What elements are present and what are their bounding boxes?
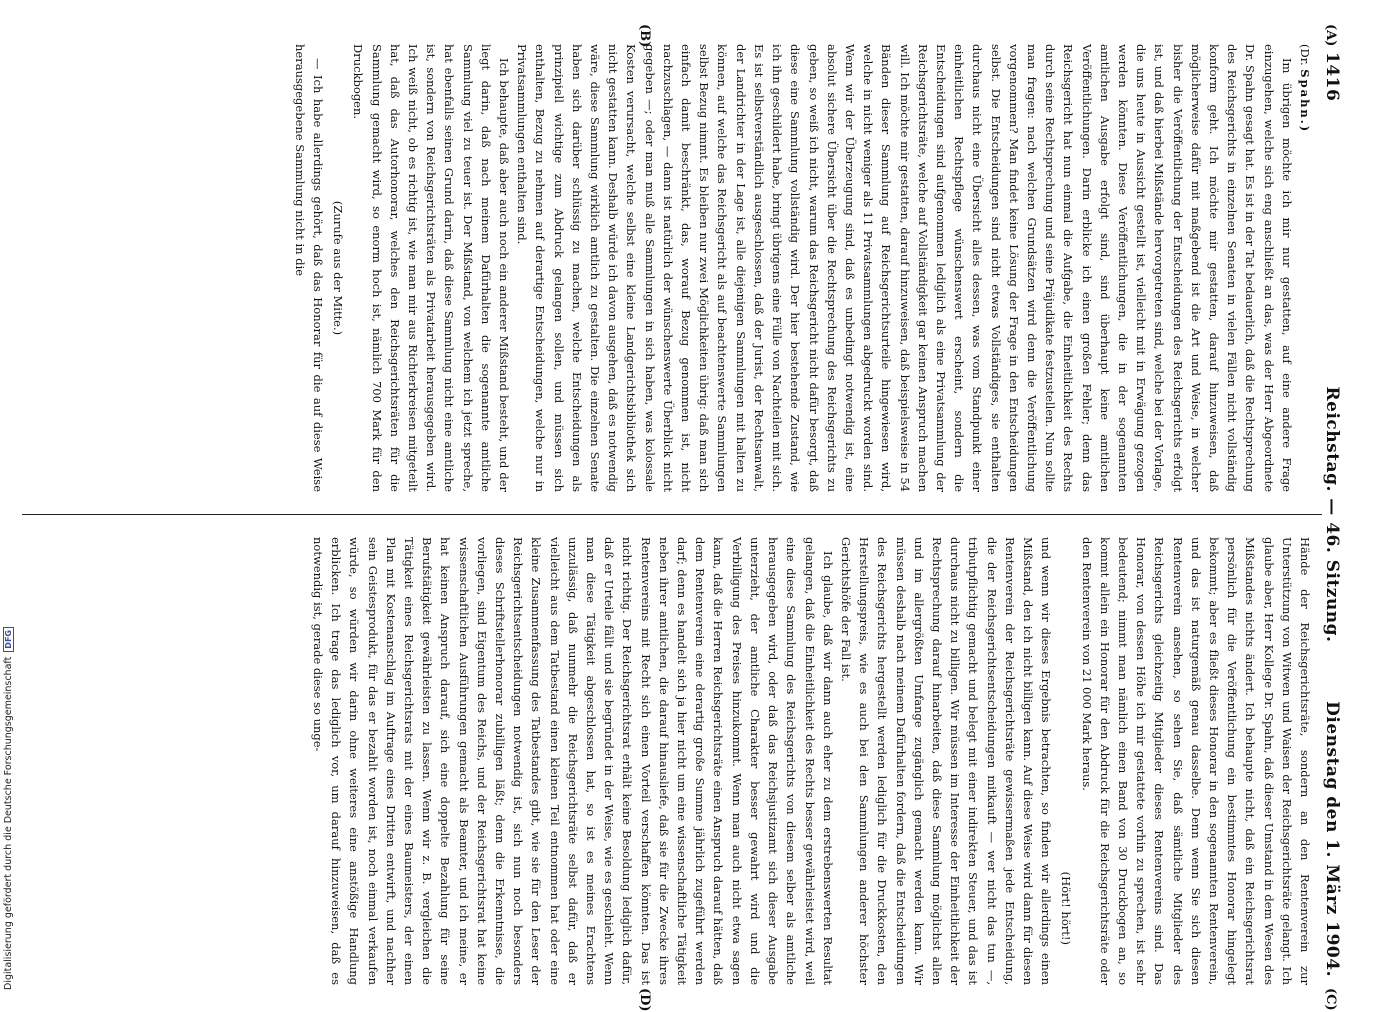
margin-mark-b: (B) [637, 24, 652, 48]
credit-text: Digitalisierung gefördert durch die Deutsche Forschungsgemeinschaft [3, 656, 14, 990]
speaker-prefix: (Dr. [1298, 44, 1312, 66]
paragraph: Ich glaube, daß wir dann auch eher zu dem erstrebenswerten Resultat gelangen, daß die Einheitlichkeit des Rechts besser gewährleistet wird, weil eine diese Sammlung des Reichsgerichts von diesem selber als amtliche herausgegeben wird, oder daß das Reichsjustizamt sich dieser Ausgabe unterzieht, der amtliche Charakter besser gewahrt wird und die Verbilligung des Preises hinzukommt. Wenn man auch nicht etwa sagen kann, daß die Herren Reichsgerichtsräte einen Anspruch darauf hätten, daß dem Rentenverein eine derartig große Summe jährlich zugeführt werden darf; denn es handelt sich ja hier nicht um eine wissenschaftliche Tätigkeit neben ihrer amtlichen, die darauf hinausliefe, daß sie für die Zwecke ihres Rentenvereins mit Recht sich einen Vorteil verschaffen könnten. Das ist nicht richtig. Der Reichsgerichtsrat erhält keine Besoldung lediglich dafür, daß er Urteile fällt und sie begründet in der Weise, wie es geschieht. Wenn man diese Tätigkeit abgeschlossen hat, so ist es meines Erachtens unzulässig, daß nunmehr die Reichsgerichtsräte selbst dafür, daß er vielleicht aus dem Tatbestand einen kleinen Teil entnommen hat oder eine kleine Zusammenfassung des Tatbestandes gibt, wie sie für den Leser der Reichsgerichtsentscheidungen notwendig ist, sich nun noch besonders dieses Schriftstellerhonorar zubilligen läßt; denn die Erkenntnisse, die vorliegen, sind Eigentum des Reichs, und der Reichsgerichtsrat hat keine wissenschaftlichen Ausführungen gemacht als Beamter, und ich meine, er hat keinen Anspruch darauf, sich eine doppelte Bezahlung für seine Berufstätigkeit gewährleisten zu lassen. Wenn wir z. B. vergleichen die Tätigkeit eines Reichsgerichtsrats mit der eines Baumeisters, der einen Plan mit Kostenanschlag im Auftrage eines Dritten entwirft, und nachher sein Geistesprodukt, für das er bezahlt worden ist, noch einmal verkaufen würde, so würden wir darin ohne weiteres eine anstößige Handlung erblicken. Ich trage das lediglich vor, um darauf hinzuweisen, daß es notwendig ist, gerade diese so unge- [311, 537, 835, 985]
header-date: Dienstag den 1. März 1904. [1322, 701, 1342, 977]
left-column [24, 44, 1314, 492]
speaker-label [1296, 44, 1314, 492]
paragraph: Hände der Reichsgerichtsräte, sondern an den Rentenverein zur Unterstützung von Witwen und Waisen der Reichsgerichtsräte gelangt. Ich glaube aber, Herr Kollege Dr. Spahn, daß dieser Umstand in dem Wesen des Mißstandes nichts ändert. Ich behaupte nicht, daß ein Reichsgerichtsrat persönlich für die Veröffentlichung ein bestimmtes Honorar hingelegt bekommt; aber es fließt dieses Honorar in den sogenannten Rentenverein, und das ist naturgemäß genau dasselbe. Denn wenn Sie sich diesen Rentenverein ansehen, so sehen Sie, daß sämtliche Mitglieder des Reichsgerichts gleichzeitig Mitglieder dieses Rentenvereins sind. Das Honorar, von dessen Höhe ich mir gestattete vorhin zu sprechen, ist sehr bedeutend; nimmt man nämlich einen Band von 30 Druckbogen an, so kommt allein ein Honorar für den Abdruck für die Reichsgerichtsräte oder den Rentenverein von 21 000 Mark heraus. [1079, 537, 1312, 985]
column-divider [22, 514, 1322, 515]
digitization-credit [3, 630, 17, 991]
paragraph: und wenn wir dieses Ergebnis betrachten, so finden wir allerdings einen Mißstand, den ich nicht billigen kann. Auf diese Weise wird dann für diesen Rentenverein der Reichsgerichtsräte gewissermaßen jede Entscheidung, die der Reichsgerichtsentscheidungen mitkauft — wer nicht das tun —, tributpflichtig gemacht und belegt mit einer indirekten Steuer, und das ist durchaus nicht zu billigen. Wir müssen im Interesse der Einheitlichkeit der Rechtsprechung darauf hinarbeiten, daß diese Sammlung möglichst allen und im allergrößten Umfange zugänglich gemacht werden kann. Wir müssen deshalb nach meinem Dafürhalten fordern, daß die Entscheidungen des Reichsgerichts hergestellt werden lediglich für die Druckkosten, den Herstellungspreis, wie es auch bei den Sammlungen anderer höchster Gerichtshöfe der Fall ist. [838, 537, 1054, 985]
dfg-logo: DFG [3, 627, 14, 652]
speaker-name: Spahn.) [1298, 69, 1312, 134]
paragraph: Im übrigen möchte ich mir nur gestatten, auf eine andere Frage einzugehen, welche sich eng anschließt an das, was der Herr Abgeordnete Dr. Spahn gesagt hat. Es ist in der Tat bedauerlich, daß die Rechtsprechung des Reichsgerichts in einzelnen Senaten in vielen Fällen nicht vollständig konform geht. Ich möchte mir gestatten, darauf hinzuweisen, daß möglicherweise dafür mit maßgebend ist die Art und Weise, in welcher bisher die Veröffentlichung der Entscheidungen des Reichsgerichts erfolgt ist, und daß hierbei Mißstände hervorgetreten sind, welche bei der Vorlage, die uns heute in Aussicht gestellt ist, vielleicht mit in Erwägung gezogen werden könnten. Diese Veröffentlichungen, die in der sogenannten amtlichen Ausgabe erfolgt sind, sind überhaupt keine amtlichen Veröffentlichungen. Darin erblicke ich einen großen Fehler; denn das Reichsgericht hat nun einmal die Aufgabe, die Einheitlichkeit des Rechts durch seine Rechtsprechung und seine Präjudikate festzustellen. Nun sollte man fragen: nach welchen Grundsätzen wird denn die Veröffentlichung vorgenommen? Man findet keine Lösung der Frage in den Entscheidungen selbst. Die Entscheidungen sind nicht etwas Vollständiges, sie enthalten durchaus nicht eine Übersicht alles dessen, was vom Standpunkt einer einheitlichen Rechtspflege wünschenswert erscheint, sondern die Entscheidungen sind aufgenommen lediglich als eine Privatsammlung der Reichsgerichtsräte, welche auf Vollständigkeit gar keinen Anspruch machen will. Ich möchte mir gestatten, darauf hinzuweisen, daß beispielsweise in 54 Bänden dieser Sammlung auf Reichsgerichtsurteile hingewiesen wird, welche in nicht weniger als 11 Privatsammlungen abgedruckt worden sind. Wenn wir der Überzeugung sind, daß es unbedingt notwendig ist, eine absolut sichere Übersicht über die Rechtsprechung des Reichsgerichts zu geben, so weiß ich nicht, warum das Reichsgericht nicht dafür besorgt, daß diese eine Sammlung vollständig wird. Der hier bestehende Zustand, wie ich ihn geschildert habe, bringt übrigens eine Fülle von Nachteilen mit sich. Es ist selbstverständlich ausgeschlossen, daß der Jurist, der Rechtsanwalt, der Landrichter in der Lage ist, alle diejenigen Sammlungen mit halten zu können, auf welche das Reichsgericht als auf beachtenswerte Sammlungen selbst Bezug nimmt. Es bleiben nur zwei Möglichkeiten übrig: daß man sich einfach damit beschränkt, das, worauf Bezug genommen ist, nicht nachzuschlagen, — dann ist natürlich der wünschenswerte Überblick nicht gegeben —; oder man muß alle Sammlungen in sich haben, was kolossale Kosten verursacht, welche selbst eine kleine Landgerichtsbibliothek sich nicht gestatten kann. Deshalb würde ich davon ausgehen, daß es notwendig wäre, diese Sammlung wirklich amtlich zu gestalten. Die einzelnen Senate haben sich darüber schlüssig zu machen, welche Entscheidungen als prinzipiell wichtige zum Abdruck gelangen sollen, und müssen sich enthalten, Bezug zu nehmen auf derartige Entscheidungen, welche nur in Privatsammlungen enthalten sind. [515, 44, 1294, 492]
margin-mark-d: (D) [637, 988, 652, 1012]
margin-mark-a: (A) [1323, 24, 1338, 47]
interjection: (Hört! hört!) [1059, 871, 1074, 945]
margin-mark-c: (C) [1323, 988, 1338, 1011]
header-title: Reichstag. — 46. Sitzung. [1322, 386, 1342, 643]
interjection: (Zurufe aus der Mitte.) [331, 200, 346, 336]
paragraph: Ich behaupte, daß aber auch noch ein anderer Mißstand besteht, und der liegt darin, daß nach meinem Dafürhalten die sogenannte amtliche Sammlung viel zu teuer ist. Der Mißstand, von welchem ich jetzt spreche, hat ebenfalls seinen Grund darin, daß diese Sammlung nicht eine amtliche ist, sondern von Reichsgerichtsräten als Privatarbeit herausgegeben wird. Ich weiß nicht, ob es richtig ist, wie man mir aus Richterkreisen mitgeteilt hat, daß das Autorhonorar, welches den Reichsgerichtsräten für die Sammlung gemacht wird, so enorm hoch ist, nämlich 700 Mark für den Druckbogen. [351, 44, 512, 492]
paragraph: — Ich habe allerdings gehört, daß das Honorar für die auf diese Weise herausgegebene Sammlung nicht in die [292, 44, 326, 492]
page-number: 1416 [1322, 52, 1342, 102]
rotated-page [2, 22, 1342, 1012]
right-column [24, 537, 1314, 985]
